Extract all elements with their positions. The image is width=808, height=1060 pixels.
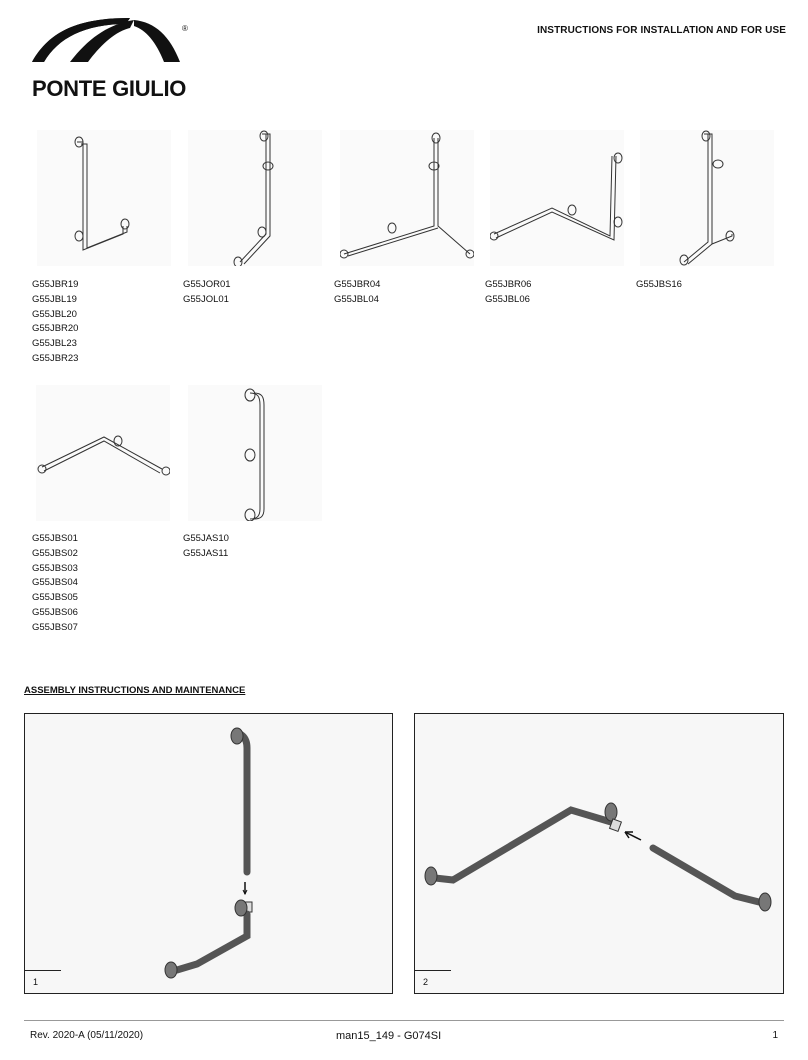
l-bar-left-drawing <box>188 130 322 266</box>
product-image-l-bar-left <box>188 130 322 266</box>
product-code: G55JBR20 <box>32 323 79 335</box>
step-number: 1 <box>33 977 39 987</box>
registered-mark: ® <box>182 24 188 33</box>
product-codes-group-4 <box>485 278 531 308</box>
l-grab-bar-drawing <box>37 130 171 266</box>
product-image-angled-bar <box>36 385 170 521</box>
product-code: G55JBS04 <box>32 577 78 589</box>
product-code: G55JBS05 <box>32 592 78 604</box>
product-code: G55JBS03 <box>32 562 78 574</box>
document-title: INSTRUCTIONS FOR INSTALLATION AND FOR USE <box>537 25 786 36</box>
l-bar-shelf-drawing <box>640 130 774 266</box>
product-code: G55JBR06 <box>485 279 532 290</box>
section-title: ASSEMBLY INSTRUCTIONS AND MAINTENANCE <box>24 685 246 696</box>
product-code: G55JAS10 <box>183 533 229 544</box>
revision-info: Rev. 2020-A (05/11/2020) <box>30 1030 144 1041</box>
product-code: G55JBS16 <box>636 279 682 290</box>
corner-bar-drawing <box>490 130 624 266</box>
product-code: G55JBR23 <box>32 352 79 364</box>
product-code: G55JAS11 <box>183 547 229 559</box>
product-codes-group-1 <box>32 278 78 367</box>
product-code: G55JBL04 <box>334 293 379 305</box>
product-code: G55JBL06 <box>485 293 530 305</box>
assembly-step-1-panel <box>24 713 393 994</box>
step-number-rule <box>25 970 61 971</box>
product-code: G55JBR19 <box>32 279 79 290</box>
page-number: 1 <box>772 1030 778 1041</box>
t-bar-drawing <box>340 130 474 266</box>
product-codes-group-5 <box>636 278 682 293</box>
logo-arc-mark <box>30 16 192 76</box>
product-image-l-grab-bar <box>37 130 171 266</box>
product-code: G55JOL01 <box>183 293 229 305</box>
manual-code: man15_149 - G074SI <box>336 1030 442 1042</box>
assembly-step-2-panel <box>414 713 784 994</box>
product-code: G55JBL20 <box>32 308 77 320</box>
product-image-vertical-bar <box>188 385 322 521</box>
vertical-bar-drawing <box>188 385 322 521</box>
product-code: G55JBS02 <box>32 547 78 559</box>
product-code: G55JBS01 <box>32 533 78 544</box>
product-code: G55JBR04 <box>334 279 381 290</box>
product-code: G55JBS06 <box>32 606 78 618</box>
brand-logo <box>30 16 192 101</box>
product-code: G55JBS07 <box>32 621 78 633</box>
angled-bar-drawing <box>36 385 170 521</box>
product-codes-group-7 <box>183 532 229 562</box>
product-codes-group-2 <box>183 278 231 308</box>
step-1-illustration <box>25 714 392 993</box>
step-number: 2 <box>423 977 429 987</box>
product-image-t-bar <box>340 130 474 266</box>
brand-name: PONTE GIULIO <box>32 76 187 101</box>
product-codes-group-6 <box>32 532 78 636</box>
footer-divider <box>24 1020 784 1021</box>
step-2-illustration <box>415 714 783 993</box>
product-code: G55JBL23 <box>32 338 77 350</box>
product-code: G55JBL19 <box>32 293 77 305</box>
product-image-corner-bar <box>490 130 624 266</box>
product-codes-group-3 <box>334 278 380 308</box>
step-number-rule <box>415 970 451 971</box>
product-code: G55JOR01 <box>183 279 231 290</box>
product-image-l-bar-shelf <box>640 130 774 266</box>
